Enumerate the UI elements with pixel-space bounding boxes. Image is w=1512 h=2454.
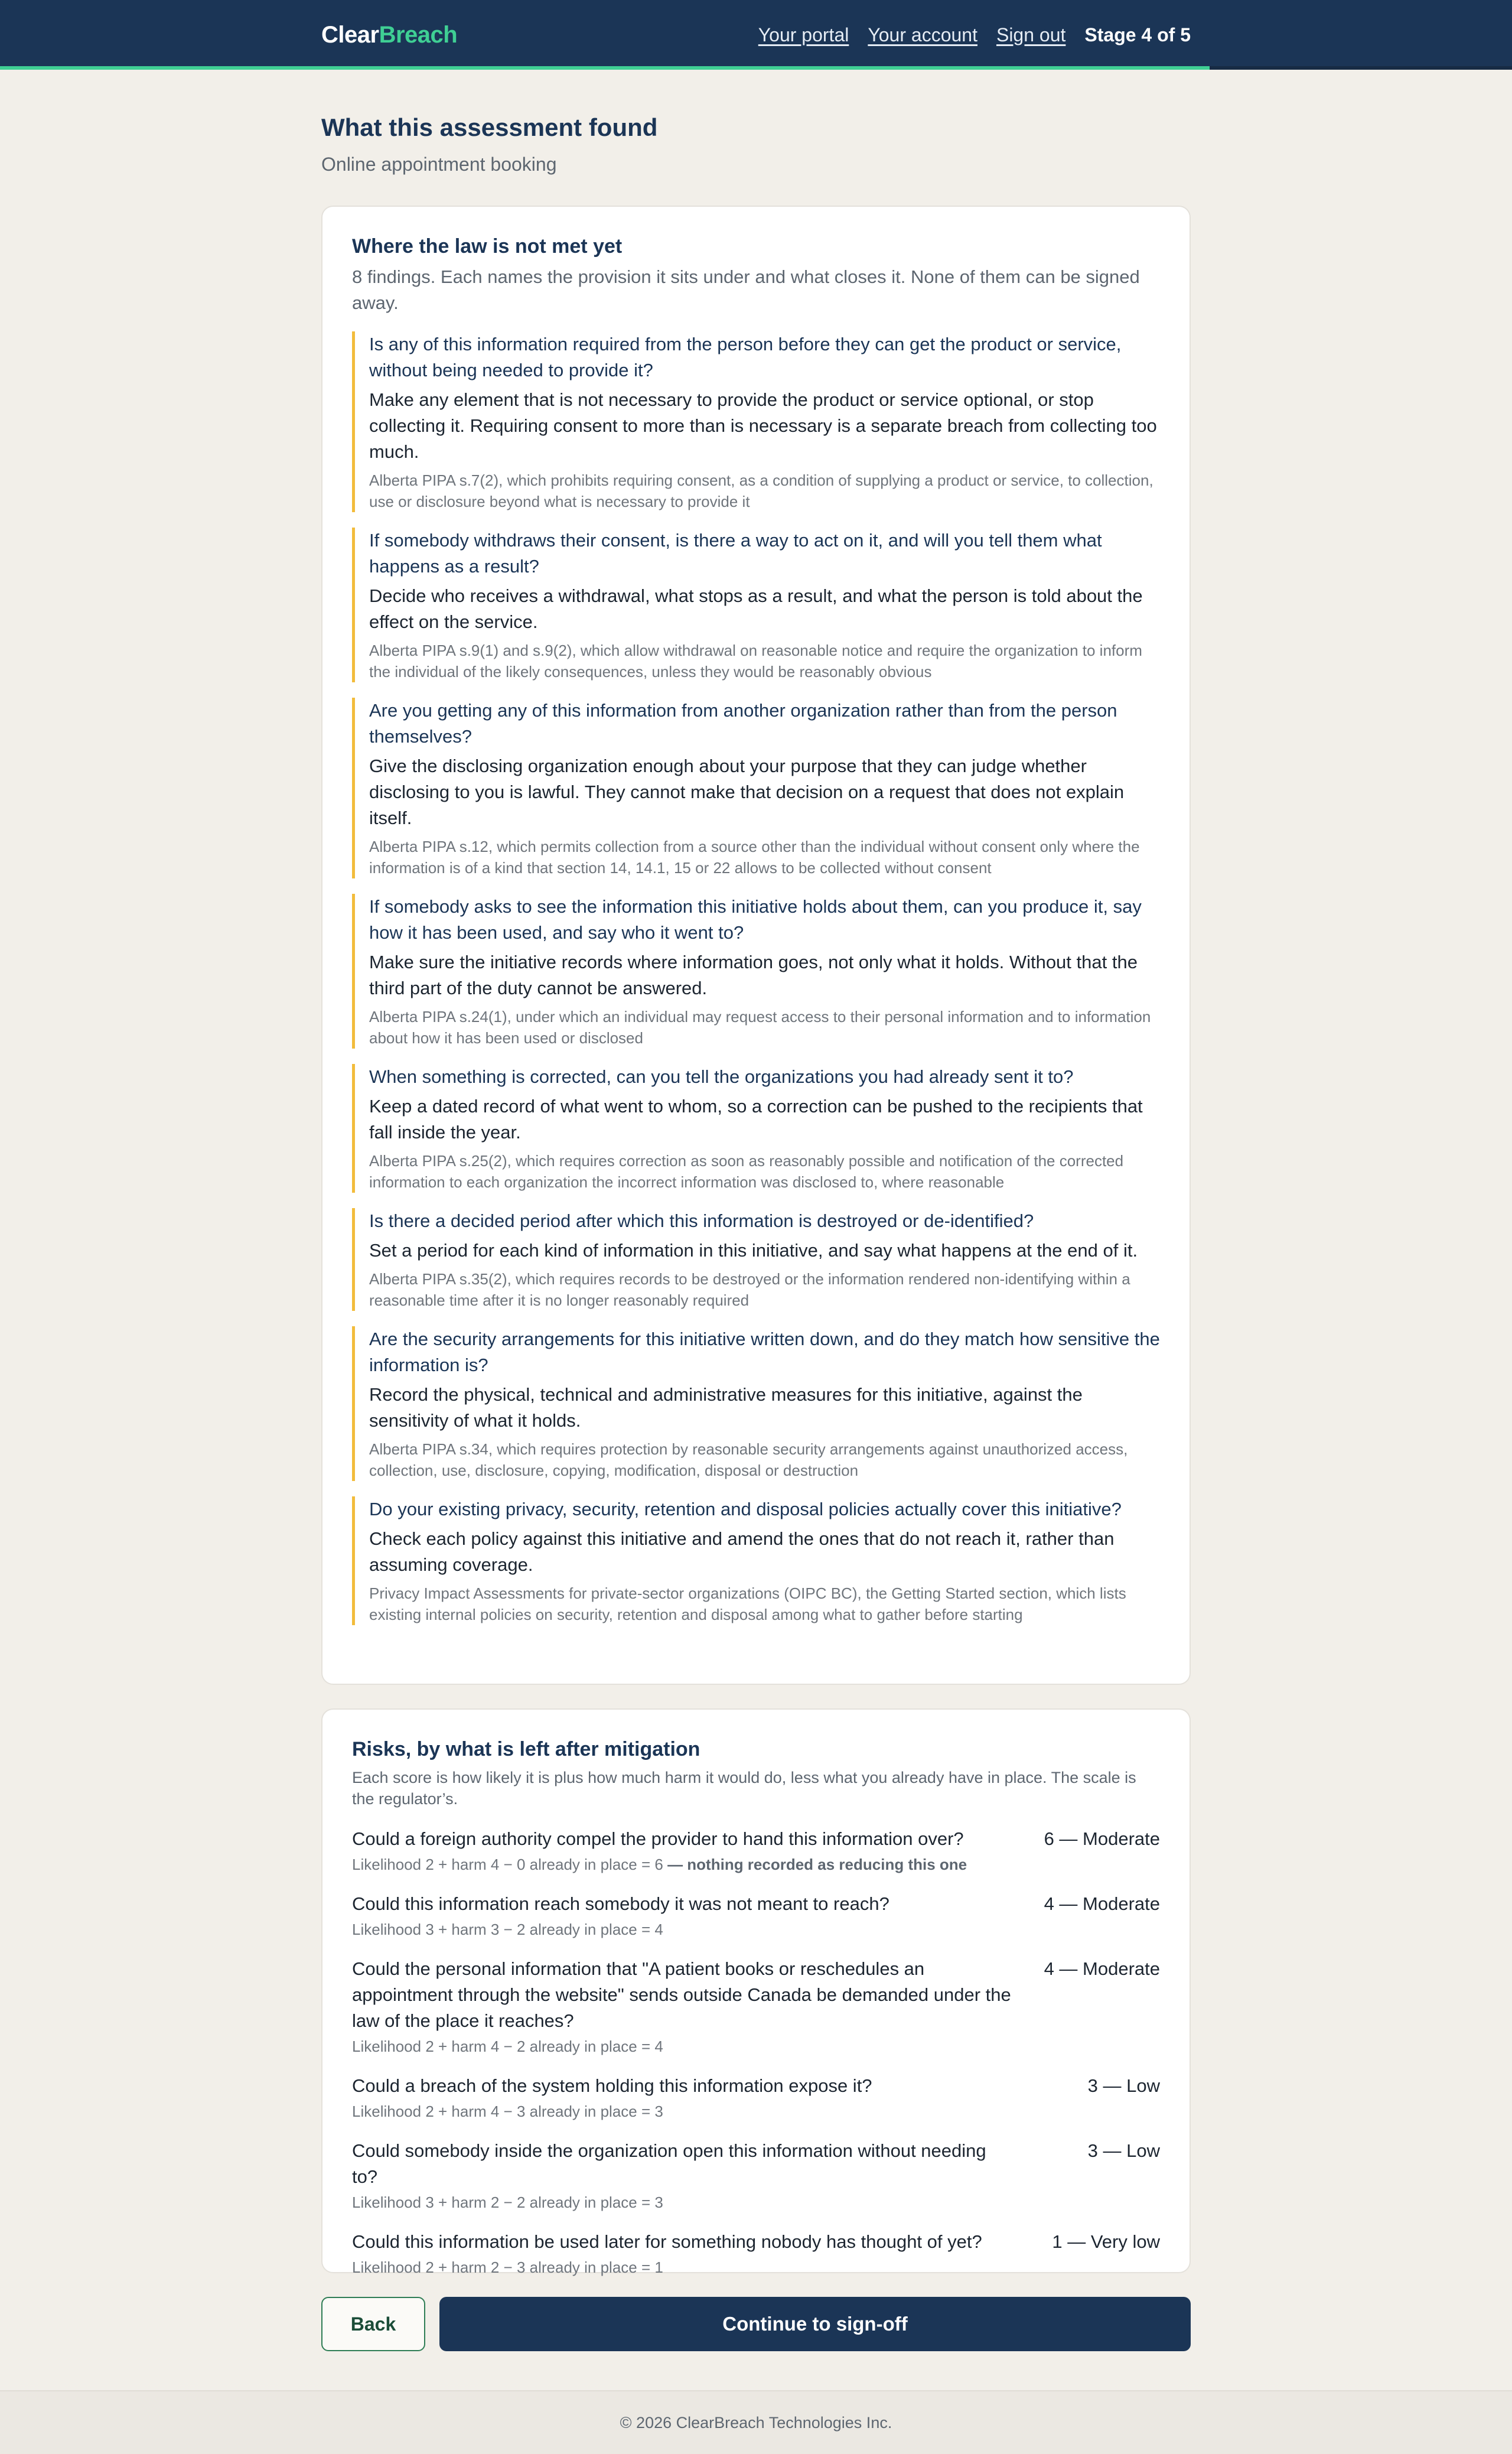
finding-remedy: Make sure the initiative records where information goes, not only what it holds. Without that the third part of the duty cannot be answered.	[369, 952, 1138, 998]
risk-calculation: Likelihood 2 + harm 2 − 3 already in place = 1	[352, 2258, 663, 2276]
nav-link-account[interactable]: Your account	[868, 24, 977, 45]
page-title: What this assessment found	[321, 113, 658, 141]
finding-question: Is there a decided period after which this information is destroyed or de-identified?	[369, 1210, 1034, 1231]
risk-score: 4 — Moderate	[1044, 1958, 1160, 1979]
stage-indicator: Stage 4 of 5	[1084, 24, 1191, 45]
risk-item	[352, 1956, 1160, 2056]
risk-score: 3 — Low	[1087, 2075, 1160, 2096]
risks-card	[321, 1708, 1191, 2276]
risk-question: Could the personal information that "A patient books or reschedules an appointment through the website" sends outside Canada be demanded under the law of the place it reaches?	[352, 1958, 1011, 2031]
top-nav	[758, 24, 1191, 46]
brand-logo[interactable]	[321, 22, 457, 48]
risk-calculation	[352, 1854, 1160, 1874]
risk-question: Could this information be used later for something nobody has thought of yet?	[352, 2231, 982, 2252]
finding-question: When something is corrected, can you tell the organizations you had already sent it to?	[369, 1066, 1074, 1087]
finding-remedy: Set a period for each kind of information in this initiative, and say what happens at the end of it.	[369, 1240, 1138, 1261]
risks-heading: Risks, by what is left after mitigation	[352, 1738, 700, 1760]
risk-score: 4 — Moderate	[1044, 1893, 1160, 1914]
risk-question: Could somebody inside the organization open this information without needing to?	[352, 2140, 986, 2187]
brand-name-part2: Breach	[379, 21, 458, 48]
finding-item	[352, 1064, 1160, 1193]
risk-item	[352, 1891, 1160, 1939]
risk-score: 3 — Low	[1087, 2140, 1160, 2161]
back-button[interactable]: Back	[321, 2297, 425, 2351]
nav-link-signout[interactable]: Sign out	[996, 24, 1066, 45]
finding-question: If somebody asks to see the information this initiative holds about them, can you produce it, say how it has been used, and say who it went to?	[369, 896, 1142, 943]
risk-calc-text: Likelihood 2 + harm 4 − 0 already in place = 6	[352, 1856, 663, 1873]
finding-provision: Privacy Impact Assessments for private-sector organizations (OIPC BC), the Getting Started section, which lists existing internal policies on security, retention and disposal among what to gather before starting	[369, 1584, 1126, 1623]
finding-item	[352, 528, 1160, 682]
risk-score: 1 — Very low	[1052, 2231, 1160, 2252]
risk-question: Could a foreign authority compel the provider to hand this information over?	[352, 1828, 964, 1849]
findings-intro: 8 findings. Each names the provision it sits under and what closes it. None of them can be signed away.	[352, 266, 1140, 313]
risk-score: 6 — Moderate	[1044, 1828, 1160, 1849]
finding-remedy: Make any element that is not necessary to provide the product or service optional, or stop collecting it. Requiring consent to more than is necessary is a separate breach from collecting too much.	[369, 389, 1157, 462]
risk-item	[352, 1826, 1160, 1874]
risk-calculation: Likelihood 2 + harm 4 − 3 already in place = 3	[352, 2103, 663, 2120]
finding-item	[352, 331, 1160, 512]
risk-calculation: Likelihood 2 + harm 4 − 2 already in place = 4	[352, 2038, 663, 2055]
page-footer	[0, 2390, 1512, 2454]
finding-question: If somebody withdraws their consent, is there a way to act on it, and will you tell them what happens as a result?	[369, 530, 1102, 577]
finding-provision: Alberta PIPA s.9(1) and s.9(2), which allow withdrawal on reasonable notice and require the organization to inform the individual of the likely consequences, unless they would be reasonably obvious	[369, 642, 1142, 681]
finding-provision: Alberta PIPA s.35(2), which requires records to be destroyed or the information rendered non-identifying within a reasonable time after it is no longer reasonably required	[369, 1270, 1130, 1309]
finding-remedy: Check each policy against this initiative and amend the ones that do not reach it, rather than assuming coverage.	[369, 1528, 1115, 1575]
risk-calculation: Likelihood 3 + harm 2 − 2 already in place = 3	[352, 2193, 663, 2211]
top-bar	[0, 0, 1512, 70]
findings-heading: Where the law is not met yet	[352, 235, 623, 258]
finding-item	[352, 894, 1160, 1049]
continue-to-signoff-button[interactable]: Continue to sign-off	[439, 2297, 1191, 2351]
finding-remedy: Give the disclosing organization enough about your purpose that they can judge whether disclosing to you is lawful. They cannot make that decision on a request that does not explain itself.	[369, 756, 1125, 828]
risk-item	[352, 2229, 1160, 2277]
finding-question: Are you getting any of this information from another organization rather than from the person themselves?	[369, 700, 1117, 747]
finding-provision: Alberta PIPA s.12, which permits collection from a source other than the individual without consent only where the information is of a kind that section 14, 14.1, 15 or 22 allows to be collected without consent	[369, 838, 1140, 877]
stage-progress-bar	[0, 66, 1210, 70]
page-subtitle: Online appointment booking	[321, 154, 557, 175]
finding-provision: Alberta PIPA s.24(1), under which an individual may request access to their personal information and to information about how it has been used or disclosed	[369, 1008, 1151, 1047]
risk-calculation: Likelihood 3 + harm 3 − 2 already in place = 4	[352, 1921, 663, 1938]
findings-card	[321, 206, 1191, 1685]
risk-item	[352, 2138, 1160, 2212]
finding-question: Are the security arrangements for this initiative written down, and do they match how sensitive the information is?	[369, 1329, 1160, 1375]
risk-question: Could this information reach somebody it was not meant to reach?	[352, 1893, 889, 1914]
finding-provision: Alberta PIPA s.7(2), which prohibits requiring consent, as a condition of supplying a product or service, to collection, use or disclosure beyond what is necessary to provide it	[369, 471, 1153, 510]
nav-link-portal[interactable]: Your portal	[758, 24, 849, 45]
risks-intro: Each score is how likely it is plus how much harm it would do, less what you already have in place. The scale is the regulator’s.	[352, 1769, 1136, 1808]
finding-item	[352, 1208, 1160, 1311]
finding-item	[352, 698, 1160, 878]
risk-question: Could a breach of the system holding this information expose it?	[352, 2075, 872, 2096]
risk-calc-note: — nothing recorded as reducing this one	[663, 1856, 967, 1873]
finding-remedy: Record the physical, technical and administrative measures for this initiative, against the sensitivity of what it holds.	[369, 1384, 1083, 1431]
finding-provision: Alberta PIPA s.25(2), which requires correction as soon as reasonably possible and notification of the corrected information to each organization the incorrect information was disclosed to, where reasonable	[369, 1152, 1124, 1191]
finding-item	[352, 1496, 1160, 1625]
finding-question: Do your existing privacy, security, retention and disposal policies actually cover this initiative?	[369, 1499, 1122, 1519]
footer-copyright: © 2026 ClearBreach Technologies Inc.	[620, 2413, 892, 2432]
brand-name-part1: Clear	[321, 21, 379, 48]
finding-provision: Alberta PIPA s.34, which requires protection by reasonable security arrangements against unauthorized access, collection, use, disclosure, copying, modification, disposal or destruction	[369, 1440, 1128, 1479]
finding-item	[352, 1326, 1160, 1481]
finding-question: Is any of this information required from the person before they can get the product or service, without being needed to provide it?	[369, 334, 1122, 380]
finding-remedy: Keep a dated record of what went to whom, so a correction can be pushed to the recipients that fall inside the year.	[369, 1096, 1143, 1143]
risk-item	[352, 2073, 1160, 2121]
finding-remedy: Decide who receives a withdrawal, what stops as a result, and what the person is told about the effect on the service.	[369, 585, 1143, 632]
